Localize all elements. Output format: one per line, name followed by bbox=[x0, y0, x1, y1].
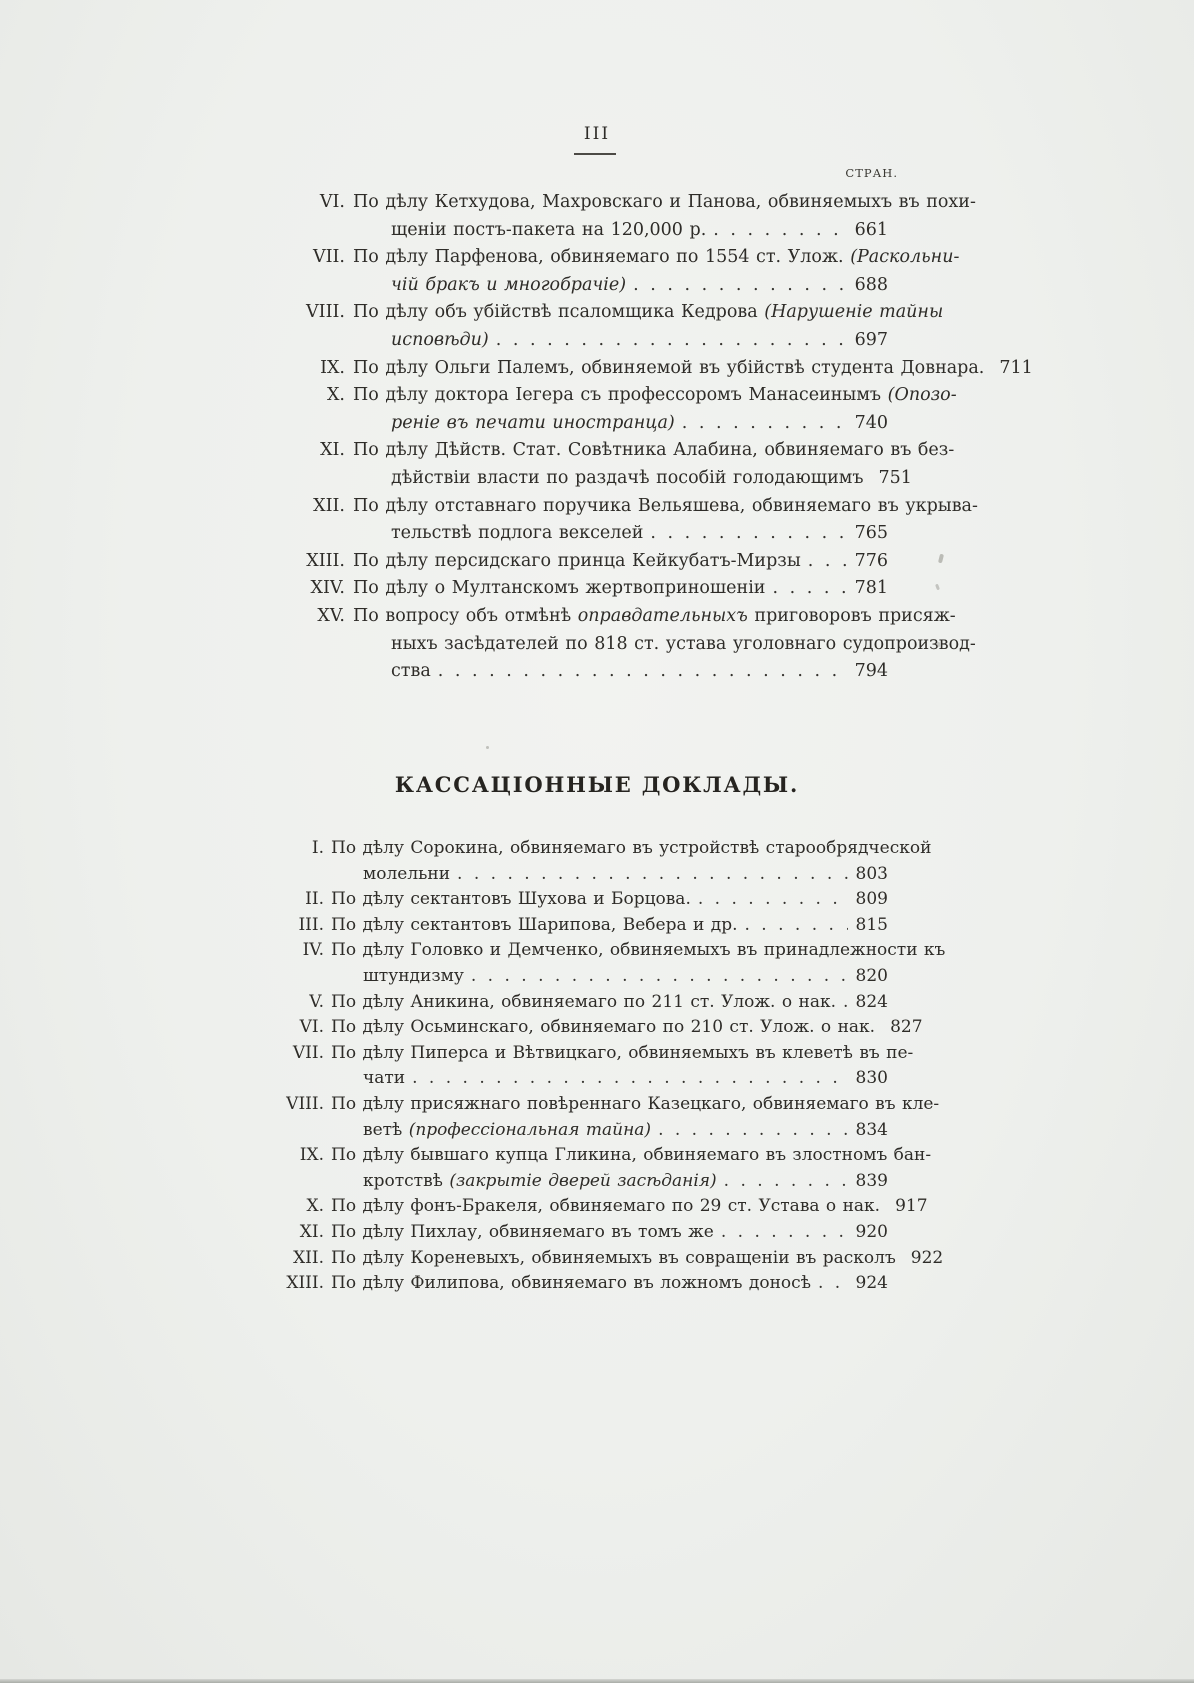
entry-line bbox=[353, 437, 955, 465]
entry-numeral: I. bbox=[311, 838, 324, 858]
entry-text-segment: (профессіональная тайна) bbox=[408, 1119, 652, 1140]
entry-text-segment: По дѣлу о Мултанскомъ жертвоприношеніи bbox=[353, 578, 766, 599]
entry-text bbox=[363, 964, 464, 990]
toc-entry bbox=[296, 493, 978, 548]
entry-text-segment: По дѣлу Головко и Демченко, обвиняемыхъ въ принадлежности къ bbox=[331, 940, 946, 961]
entry-numeral: VIII. bbox=[286, 1093, 324, 1114]
toc-entry bbox=[280, 990, 888, 1016]
entry-body bbox=[331, 1271, 888, 1297]
entry-line bbox=[353, 465, 912, 493]
entry-line bbox=[353, 658, 888, 686]
toc-entry bbox=[280, 1246, 944, 1272]
entry-page-number: 740 bbox=[854, 412, 888, 433]
entry-text-segment: По дѣлу фонъ-Бракеля, обвиняемаго по 29 ст. Устава о нак. bbox=[331, 1196, 881, 1217]
toc-entry bbox=[296, 575, 888, 603]
entry-line bbox=[331, 913, 888, 939]
entry-body bbox=[353, 603, 976, 686]
entry-numeral: XIII. bbox=[306, 550, 345, 571]
entry-line bbox=[353, 382, 957, 410]
toc-entry bbox=[280, 887, 888, 913]
entry-page-number: 827 bbox=[890, 1017, 923, 1038]
entry-line bbox=[331, 1118, 888, 1144]
entry-body bbox=[331, 938, 946, 989]
entry-line bbox=[331, 1066, 888, 1092]
entry-text bbox=[391, 410, 675, 438]
entry-body bbox=[331, 1246, 944, 1272]
entry-text bbox=[331, 1246, 896, 1272]
entry-numeral: XI. bbox=[299, 1221, 324, 1242]
entry-line bbox=[353, 272, 888, 300]
toc-entry bbox=[280, 1194, 928, 1220]
toc-entry bbox=[280, 836, 932, 887]
entry-numeral: X. bbox=[326, 385, 345, 406]
entry-numeral: IX. bbox=[299, 1145, 324, 1166]
entry-text bbox=[363, 862, 450, 888]
entry-line bbox=[353, 548, 888, 576]
dot-leader bbox=[721, 1220, 848, 1246]
entry-line bbox=[353, 493, 978, 521]
entry-body bbox=[331, 1143, 932, 1194]
entry-numeral: XIV. bbox=[310, 578, 345, 599]
entry-numeral: VI. bbox=[299, 1017, 324, 1038]
entry-text-segment: чій бракъ и многобрачіе) bbox=[391, 274, 627, 295]
entry-line bbox=[331, 887, 888, 913]
entry-page-number: 839 bbox=[855, 1170, 888, 1191]
entry-line bbox=[331, 1015, 923, 1041]
entry-line bbox=[353, 603, 956, 631]
entry-text-segment: По дѣлу отставнаго поручика Вельяшева, обвиняемаго въ укрыва- bbox=[353, 495, 978, 516]
entry-text bbox=[353, 355, 984, 383]
dot-leader bbox=[744, 913, 847, 939]
folio-rule bbox=[574, 153, 616, 155]
toc-entry bbox=[280, 1271, 888, 1297]
entry-text-segment: По дѣлу Пихлау, обвиняемаго въ томъ же bbox=[331, 1221, 714, 1242]
folio-page-number: III bbox=[583, 124, 611, 144]
entry-line bbox=[353, 299, 944, 327]
entry-text bbox=[331, 1194, 880, 1220]
dot-leader bbox=[412, 1066, 847, 1092]
dot-leader bbox=[658, 1118, 847, 1144]
scan-edge bbox=[0, 1679, 1194, 1683]
dot-leader bbox=[818, 1271, 848, 1297]
entry-page-number: 830 bbox=[855, 1068, 888, 1089]
entry-line bbox=[353, 189, 976, 217]
entry-text bbox=[331, 1220, 714, 1246]
entry-page-number: 688 bbox=[854, 274, 888, 295]
dot-leader bbox=[650, 520, 846, 548]
entry-line bbox=[353, 327, 888, 355]
entry-line bbox=[331, 1169, 888, 1195]
entry-body bbox=[353, 437, 955, 492]
entry-page-number: 711 bbox=[999, 357, 1033, 378]
entry-line bbox=[331, 990, 888, 1016]
entry-text-segment: По дѣлу Пиперса и Вѣтвицкаго, обвиняемыхъ въ клеветѣ въ пе- bbox=[331, 1042, 914, 1063]
entry-numeral: XIII. bbox=[286, 1273, 324, 1294]
toc-entry bbox=[280, 1015, 923, 1041]
entry-page-number: 924 bbox=[855, 1273, 888, 1294]
entry-line bbox=[353, 217, 888, 245]
dot-leader bbox=[713, 217, 846, 245]
entry-line bbox=[331, 862, 888, 888]
dot-leader bbox=[457, 862, 848, 888]
entry-numeral: VII. bbox=[312, 247, 345, 268]
section-heading: КАССАЦІОННЫЕ ДОКЛАДЫ. bbox=[394, 772, 800, 797]
entry-text bbox=[331, 887, 691, 913]
entry-line bbox=[331, 1271, 888, 1297]
entry-text-segment: По дѣлу Филипова, обвиняемаго въ ложномъ доносѣ bbox=[331, 1273, 811, 1294]
entry-text-segment: штундизму bbox=[363, 965, 464, 986]
entry-text-segment: По дѣлу Кетхудова, Махровскаго и Панова, обвиняемыхъ въ похи- bbox=[353, 192, 976, 212]
entry-numeral: VI. bbox=[319, 192, 345, 212]
toc-entry bbox=[280, 938, 946, 989]
entry-page-number: 661 bbox=[854, 219, 888, 240]
entry-line bbox=[353, 520, 888, 548]
dot-leader bbox=[843, 990, 848, 1016]
entry-numeral: V. bbox=[309, 991, 324, 1012]
entry-line bbox=[353, 631, 976, 659]
entry-text-segment: (Раскольни- bbox=[850, 247, 960, 268]
entry-text bbox=[363, 1118, 651, 1144]
dot-leader bbox=[471, 964, 848, 990]
toc-entry bbox=[280, 1220, 888, 1246]
entry-text-segment: По дѣлу сектантовъ Шарипова, Вебера и др. bbox=[331, 914, 738, 935]
entry-numeral: XII. bbox=[313, 495, 345, 516]
entry-line bbox=[353, 575, 888, 603]
entry-text-segment: щеніи постъ-пакета на 120,000 р. bbox=[391, 219, 707, 240]
entry-page-number: 917 bbox=[895, 1196, 928, 1217]
entry-text bbox=[391, 658, 431, 686]
entry-text-segment: По дѣлу Парфенова, обвиняемаго по 1554 ст. Улож. bbox=[353, 247, 851, 268]
dot-leader bbox=[724, 1169, 848, 1195]
toc-entry bbox=[296, 189, 976, 244]
entry-text bbox=[391, 520, 643, 548]
entry-body bbox=[331, 1194, 928, 1220]
entry-body bbox=[331, 1092, 940, 1143]
entry-text-segment: По дѣлу Осьминскаго, обвиняемаго по 210 ст. Улож. о нак. bbox=[331, 1017, 876, 1038]
entry-body bbox=[353, 382, 957, 437]
toc-entry bbox=[296, 244, 960, 299]
scan-speck bbox=[486, 746, 489, 749]
dot-leader bbox=[496, 327, 847, 355]
entry-text-segment: ветѣ bbox=[363, 1119, 409, 1140]
entry-body bbox=[331, 887, 888, 913]
entry-line bbox=[353, 244, 960, 272]
entry-page-number: 820 bbox=[855, 965, 888, 986]
entry-text-segment: исповѣди) bbox=[391, 329, 489, 350]
dot-leader bbox=[633, 272, 847, 300]
entry-text-segment: По дѣлу объ убійствѣ псаломщика Кедрова bbox=[353, 302, 765, 323]
entry-text bbox=[363, 1169, 717, 1195]
dot-leader bbox=[682, 410, 847, 438]
entry-text-segment: ныхъ засѣдателей по 818 ст. устава уголовнаго судопроизвод- bbox=[391, 633, 976, 654]
entry-text bbox=[363, 1066, 405, 1092]
entry-numeral: XI. bbox=[320, 440, 345, 461]
entry-body bbox=[331, 1220, 888, 1246]
entry-page-number: 922 bbox=[910, 1247, 944, 1268]
entry-text-segment: По дѣлу Сорокина, обвиняемаго въ устройствѣ старообрядческой bbox=[331, 838, 932, 858]
entry-line bbox=[331, 1246, 944, 1272]
entry-body bbox=[331, 913, 888, 939]
entry-text bbox=[353, 548, 801, 576]
entry-text-segment: По дѣлу Аникина, обвиняемаго по 211 ст. Улож. о нак. bbox=[331, 991, 836, 1012]
entry-numeral: VII. bbox=[292, 1042, 324, 1063]
entry-body bbox=[353, 575, 888, 603]
entry-page-number: 765 bbox=[854, 523, 888, 544]
toc-entry bbox=[296, 603, 976, 686]
entry-line bbox=[331, 1220, 888, 1246]
entry-page-number: 803 bbox=[855, 863, 888, 884]
entry-text-segment: кротствѣ bbox=[363, 1170, 450, 1191]
entry-page-number: 815 bbox=[855, 914, 888, 935]
entry-text-segment: По дѣлу Дѣйств. Стат. Совѣтника Алабина, обвиняемаго въ без- bbox=[353, 440, 955, 461]
entry-text-segment: молельни bbox=[363, 863, 451, 884]
scan-speck bbox=[938, 554, 944, 564]
entry-line bbox=[353, 355, 1033, 383]
scan-speck bbox=[937, 642, 940, 647]
entry-numeral: XII. bbox=[293, 1247, 324, 1268]
entry-text-segment: По дѣлу Кореневыхъ, обвиняемыхъ въ совращеніи въ расколъ bbox=[331, 1247, 896, 1268]
entry-numeral: II. bbox=[305, 889, 324, 910]
entry-text-segment: чати bbox=[363, 1068, 406, 1089]
toc-entry bbox=[296, 548, 888, 576]
entry-page-number: 751 bbox=[878, 467, 912, 488]
entry-line bbox=[331, 964, 888, 990]
entry-body bbox=[331, 990, 888, 1016]
entry-text bbox=[391, 327, 489, 355]
entry-text bbox=[331, 913, 737, 939]
entry-text-segment: ства bbox=[391, 661, 431, 682]
entry-text bbox=[331, 1271, 811, 1297]
entry-numeral: XV. bbox=[317, 605, 345, 626]
entry-page-number: 697 bbox=[854, 329, 888, 350]
toc-entry bbox=[280, 1092, 940, 1143]
dot-leader bbox=[808, 548, 847, 576]
entry-body bbox=[353, 299, 944, 354]
dot-leader bbox=[438, 658, 847, 686]
dot-leader bbox=[772, 575, 846, 603]
entry-body bbox=[353, 355, 1033, 383]
entry-text-segment: По дѣлу сектантовъ Шухова и Борцова. bbox=[331, 889, 691, 910]
entry-text-segment: приговоровъ присяж- bbox=[747, 605, 956, 626]
entry-line bbox=[331, 1092, 940, 1118]
entry-numeral: IX. bbox=[320, 357, 345, 378]
entry-page-number: 920 bbox=[855, 1221, 888, 1242]
entry-text-segment: (закрытіе дверей засѣданія) bbox=[449, 1170, 717, 1191]
entry-page-number: 824 bbox=[855, 991, 888, 1012]
entry-text-segment: тельствѣ подлога векселей bbox=[391, 523, 644, 544]
entry-text-segment: оправдательныхъ bbox=[577, 605, 748, 626]
toc-entry bbox=[280, 1143, 932, 1194]
entry-line bbox=[353, 410, 888, 438]
entry-line bbox=[331, 1194, 928, 1220]
entry-body bbox=[331, 1015, 923, 1041]
entry-text bbox=[391, 272, 626, 300]
entry-text bbox=[331, 1015, 875, 1041]
toc-continuation-list bbox=[296, 189, 1033, 686]
toc-entry bbox=[296, 299, 944, 354]
entry-text-segment: дѣйствіи власти по раздачѣ пособій голодающимъ bbox=[391, 467, 864, 488]
entry-page-number: 781 bbox=[854, 578, 888, 599]
entry-numeral: VIII. bbox=[306, 302, 345, 323]
scan-speck bbox=[935, 584, 940, 591]
entry-body bbox=[353, 548, 888, 576]
entry-page-number: 794 bbox=[854, 661, 888, 682]
entry-text bbox=[391, 217, 706, 245]
entry-body bbox=[353, 189, 976, 244]
entry-line bbox=[331, 938, 946, 964]
entry-numeral: X. bbox=[306, 1196, 324, 1217]
entry-text-segment: реніе въ печати иностранца) bbox=[391, 412, 675, 433]
entry-text-segment: По дѣлу доктора Іегера съ профессоромъ Манасеинымъ bbox=[353, 385, 888, 406]
entry-page-number: 809 bbox=[855, 889, 888, 910]
entry-numeral: III. bbox=[298, 914, 324, 935]
entry-text bbox=[391, 465, 863, 493]
entry-page-number: 776 bbox=[854, 550, 888, 571]
entry-page-number: 834 bbox=[855, 1119, 888, 1140]
entry-text-segment: По вопросу объ отмѣнѣ bbox=[353, 605, 578, 626]
entry-text-segment: (Опозо- bbox=[887, 385, 957, 406]
entry-text-segment: (Нарушеніе тайны bbox=[764, 302, 944, 323]
entry-body bbox=[331, 836, 932, 887]
entry-line bbox=[331, 836, 932, 862]
toc-entry bbox=[280, 913, 888, 939]
entry-line bbox=[331, 1041, 914, 1067]
entry-text bbox=[331, 990, 836, 1016]
entry-numeral: IV. bbox=[302, 940, 324, 961]
entry-text bbox=[353, 575, 765, 603]
entry-body bbox=[331, 1041, 914, 1092]
entry-line bbox=[331, 1143, 932, 1169]
toc-entry bbox=[280, 1041, 914, 1092]
dot-leader bbox=[698, 887, 848, 913]
page-column-header: СТРАН. bbox=[845, 166, 898, 180]
entry-text-segment: По дѣлу присяжнаго повѣреннаго Казецкаго, обвиняемаго въ кле- bbox=[331, 1093, 940, 1114]
cassation-reports-list bbox=[280, 836, 946, 1297]
entry-text-segment: По дѣлу персидскаго принца Кейкубатъ-Мирзы bbox=[353, 550, 801, 571]
entry-body bbox=[353, 493, 978, 548]
entry-text-segment: По дѣлу Ольги Палемъ, обвиняемой въ убійствѣ студента Довнара. bbox=[353, 357, 985, 378]
toc-entry bbox=[296, 437, 955, 492]
toc-entry bbox=[296, 355, 1033, 383]
entry-text-segment: По дѣлу бывшаго купца Гликина, обвиняемаго въ злостномъ бан- bbox=[331, 1145, 932, 1166]
toc-entry bbox=[296, 382, 957, 437]
entry-body bbox=[353, 244, 960, 299]
